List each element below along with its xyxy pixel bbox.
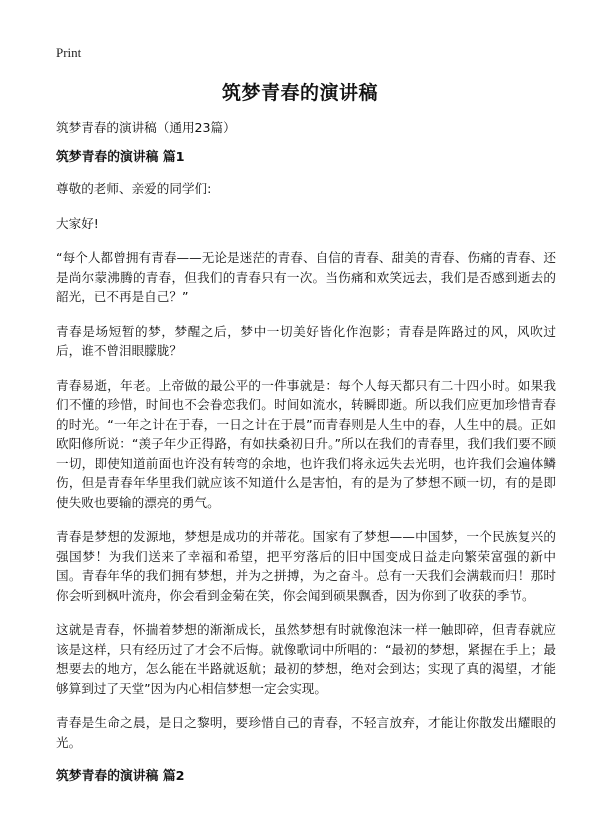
salutation-line: 大家好!	[56, 215, 99, 231]
section-heading-2: 筑梦青春的演讲稿 篇2	[56, 769, 185, 784]
paragraph-3: 青春易逝，年老。上帝做的最公平的一件事就是：每个人每天都只有二十四小时。如果我们不懂的珍惜，时间也不会眷恋我们。时间如流水，转瞬即逝。所以我们应更加珍惜青春的时光。“一年之计在于春，一日之计在于晨”而青春则是人生中的春，人生中的晨。正如欧阳修所说：“羡子年少正得路，有如扶桑初日升。”所以在我们的青春里，我们我们要不顾一切，即使知道前面也许没有转弯的余地，也许我们将永远失去光明，也许我们会遍体鳞伤，但是青春年华里我们就应该不知道什么是害怕，有的是为了梦想不顾一切，有的是即使失败也要输的漂亮的勇气。	[56, 377, 556, 510]
paragraph-2: 青春是场短暂的梦，梦醒之后，梦中一切美好皆化作泡影；青春是阵路过的风，风吹过后，谁不曾泪眼朦胧？	[56, 323, 556, 358]
document-title: 筑梦青春的演讲稿	[221, 82, 378, 104]
greeting-line: 尊敬的老师、亲爱的同学们:	[56, 181, 212, 196]
document-subtitle: 筑梦青春的演讲稿（通用23篇）	[56, 120, 236, 135]
document-body	[56, 118, 556, 799]
paragraph-1: “每个人都曾拥有青春——无论是迷茫的青春、自信的青春、甜美的青春、伤痛的青春、还是尚尔蒙沸腾的青春，但我们的青春只有一次。当伤痛和欢笑远去，我们是否感到逝去的韶光，已不再是自己？”	[56, 250, 556, 304]
paragraph-5: 这就是青春，怀揣着梦想的渐渐成长，虽然梦想有时就像泡沫一样一触即碎，但青春就应该是这样，只有经历过了才会不后悔。就像歌词中所唱的：“最初的梦想，紧握在手上；最想要去的地方，怎么能在半路就返航；最初的梦想，绝对会到达；实现了真的渴望，才能够算到过了天堂”因为内心相信梦想一定会实现。	[56, 622, 556, 696]
print-label[interactable]: Print	[56, 45, 82, 60]
section-heading-1: 筑梦青春的演讲稿 篇1	[56, 149, 185, 165]
paragraph-6: 青春是生命之晨，是日之黎明，要珍惜自己的青春，不轻言放弃，才能让你散发出耀眼的光。	[56, 715, 556, 750]
paragraph-4: 青春是梦想的发源地，梦想是成功的并蒂花。国家有了梦想——中国梦，一个民族复兴的强国梦！为我们送来了幸福和希望，把平穷落后的旧中国变成日益走向繁荣富强的新中国。青春年华的我们拥有梦想，并为之拼搏，为之奋斗。总有一天我们会满载而归！那时你会听到枫叶流舟，你会看到金菊在笑，你会闻到硕果飘香，因为你到了收获的季节。	[56, 529, 556, 603]
